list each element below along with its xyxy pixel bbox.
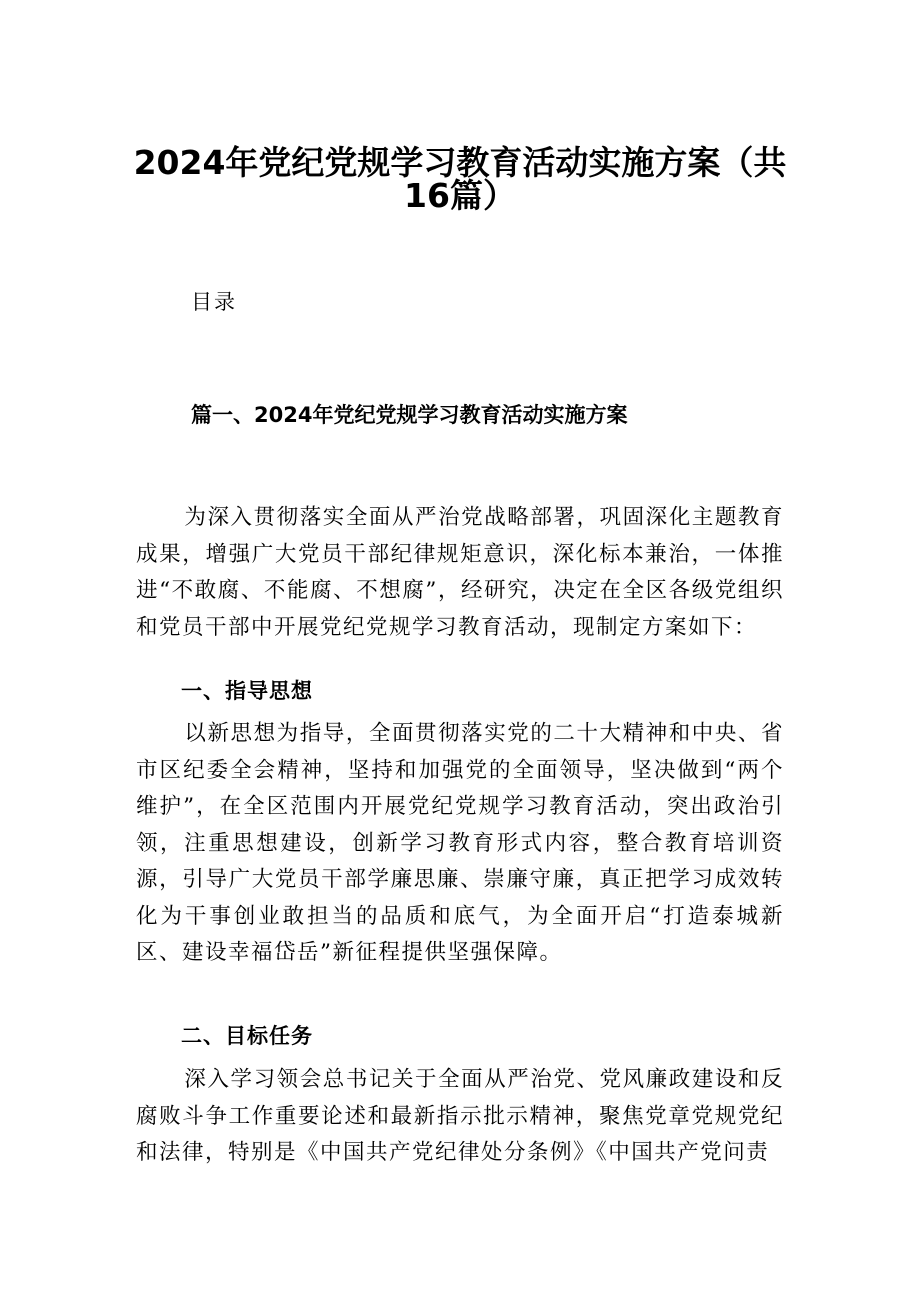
chapter-heading: 篇一、2024年党纪党规学习教育活动实施方案 (191, 403, 628, 427)
section-heading-objectives: 二、目标任务 (181, 1024, 313, 1048)
section-heading-guiding-ideology: 一、指导思想 (181, 679, 313, 703)
objectives-paragraph: 深入学习领会总书记关于全面从严治党、党风廉政建设和反腐败斗争工作重要论述和最新指示批示精神，聚焦党章党规党纪和法律，特别是《中国共产党纪律处分条例》《中国共产党问责 (136, 1067, 784, 1165)
table-of-contents-label: 目录 (191, 290, 237, 314)
document-title-line-1: 2024年党纪党规学习教育活动实施方案（共 (133, 143, 787, 182)
intro-paragraph: 为深入贯彻落实全面从严治党战略部署，巩固深化主题教育成果，增强广大党员干部纪律规矩意识，深化标本兼治，一体推进“不敢腐、不能腐、不想腐”，经研究，决定在全区各级党组织和党员干部中开展党纪党规学习教育活动，现制定方案如下： (136, 505, 784, 640)
document-title-line-2: 16篇） (404, 176, 516, 215)
guiding-ideology-paragraph: 以新思想为指导，全面贯彻落实党的二十大精神和中央、省市区纪委全会精神，坚持和加强党的全面领导，坚决做到“两个维护”，在全区范围内开展党纪党规学习教育活动，突出政治引领，注重思想建设，创新学习教育形式内容，整合教育培训资源，引导广大党员干部学廉思廉、崇廉守廉，真正把学习成效转化为干事创业敢担当的品质和底气，为全面开启“打造泰城新区、建设幸福岱岳”新征程提供坚强保障。 (136, 721, 784, 965)
